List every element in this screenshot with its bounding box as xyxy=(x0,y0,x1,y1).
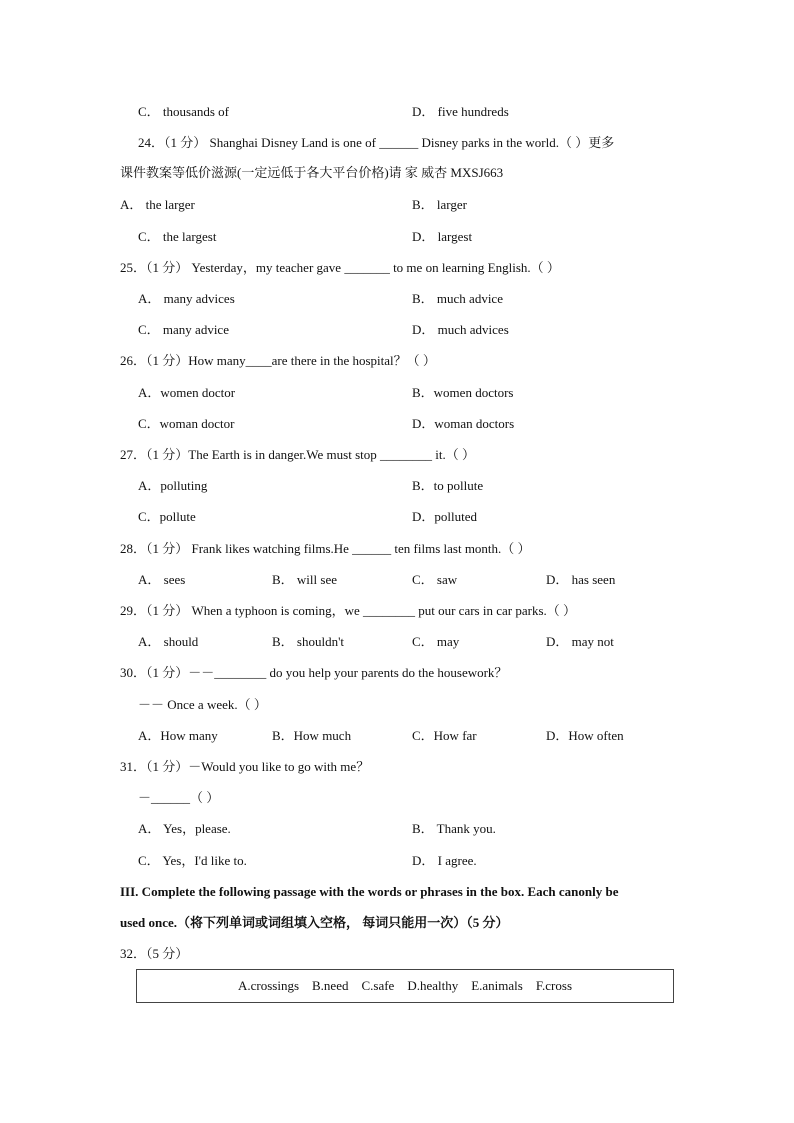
q30-option-b: B．How much xyxy=(272,728,352,743)
q31-option-a: A． Yes，please. xyxy=(138,821,231,836)
q24-stem-line2: 课件教案等低价滋源(一定远低于各大平台价格)请 家 威杏 MXSJ663 xyxy=(120,165,504,180)
q29-option-d: D． may not xyxy=(546,634,614,649)
q30-option-c: C．How far xyxy=(412,728,477,743)
q28-option-c: C． saw xyxy=(412,572,458,587)
q29-stem: 29．（1 分） When a typhoon is coming，we ________ put our cars in car parks.（ ） xyxy=(120,603,577,618)
q29-option-c: C． may xyxy=(412,634,460,649)
section-heading-line2: used once.（将下列单词或词组填入空格， 每词只能用一次）（5 分） xyxy=(120,915,509,930)
q28-option-b: B． will see xyxy=(272,572,337,587)
q25-option-d: D． much advices xyxy=(412,322,509,337)
q26-option-b: B．women doctors xyxy=(412,385,514,400)
q27-option-a: A．polluting xyxy=(138,478,208,493)
q26-option-c: C．woman doctor xyxy=(138,416,235,431)
q24-option-c: C． the largest xyxy=(138,229,217,244)
q24-option-d: D． largest xyxy=(412,229,473,244)
q30-option-d: D．How often xyxy=(546,728,624,743)
q31-option-d: D． I agree. xyxy=(412,853,477,868)
q25-option-a: A． many advices xyxy=(138,291,235,306)
q31-stem: 31．（1 分）－Would you like to go with me？ xyxy=(120,759,370,774)
q25-stem: 25．（1 分） Yesterday，my teacher gave _______ to me on learning English.（ ） xyxy=(120,260,560,275)
q30-reply: －－ Once a week.（ ） xyxy=(138,697,267,712)
q27-stem: 27．（1 分）The Earth is in danger.We must stop ________ it.（ ） xyxy=(120,447,475,462)
q25-option-b: B． much advice xyxy=(412,291,503,306)
q29-option-a: A． should xyxy=(138,634,199,649)
word-box xyxy=(136,969,674,1003)
q30-option-a: A．How many xyxy=(138,728,218,743)
q31-option-c: C． Yes，I'd like to. xyxy=(138,853,247,868)
q24-stem-line1: 24．（1 分） Shanghai Disney Land is one of ______ Disney parks in the world.（ ）更多 xyxy=(138,135,615,150)
q27-option-d: D．polluted xyxy=(412,509,477,524)
q25-option-c: C． many advice xyxy=(138,322,229,337)
q27-option-c: C．pollute xyxy=(138,509,196,524)
q30-stem: 30．（1 分）－－________ do you help your parents do the housework？ xyxy=(120,665,508,680)
q28-option-d: D． has seen xyxy=(546,572,616,587)
q29-option-b: B． shouldn't xyxy=(272,634,345,649)
q26-option-a: A．women doctor xyxy=(138,385,236,400)
q23-option-d: D． five hundreds xyxy=(412,104,509,119)
q24-option-a: A． the larger xyxy=(120,197,195,212)
q23-option-c: C． thousands of xyxy=(138,104,230,119)
section-heading-line1: III. Complete the following passage with the words or phrases in the box. Each canonly be xyxy=(120,884,619,899)
q32-stem: 32．（5 分） xyxy=(120,946,189,961)
q31-reply: －______（ ） xyxy=(138,790,220,805)
q31-option-b: B． Thank you. xyxy=(412,821,496,836)
q24-option-b: B． larger xyxy=(412,197,467,212)
q28-stem: 28．（1 分） Frank likes watching films.He ______ ten films last month.（ ） xyxy=(120,541,531,556)
q26-stem: 26．（1 分）How many____are there in the hospital？（ ） xyxy=(120,353,436,368)
word-box-text: A.crossings B.need C.safe D.healthy E.animals F.cross xyxy=(237,978,573,993)
q27-option-b: B．to pollute xyxy=(412,478,484,493)
q28-option-a: A． sees xyxy=(138,572,186,587)
q26-option-d: D．woman doctors xyxy=(412,416,515,431)
